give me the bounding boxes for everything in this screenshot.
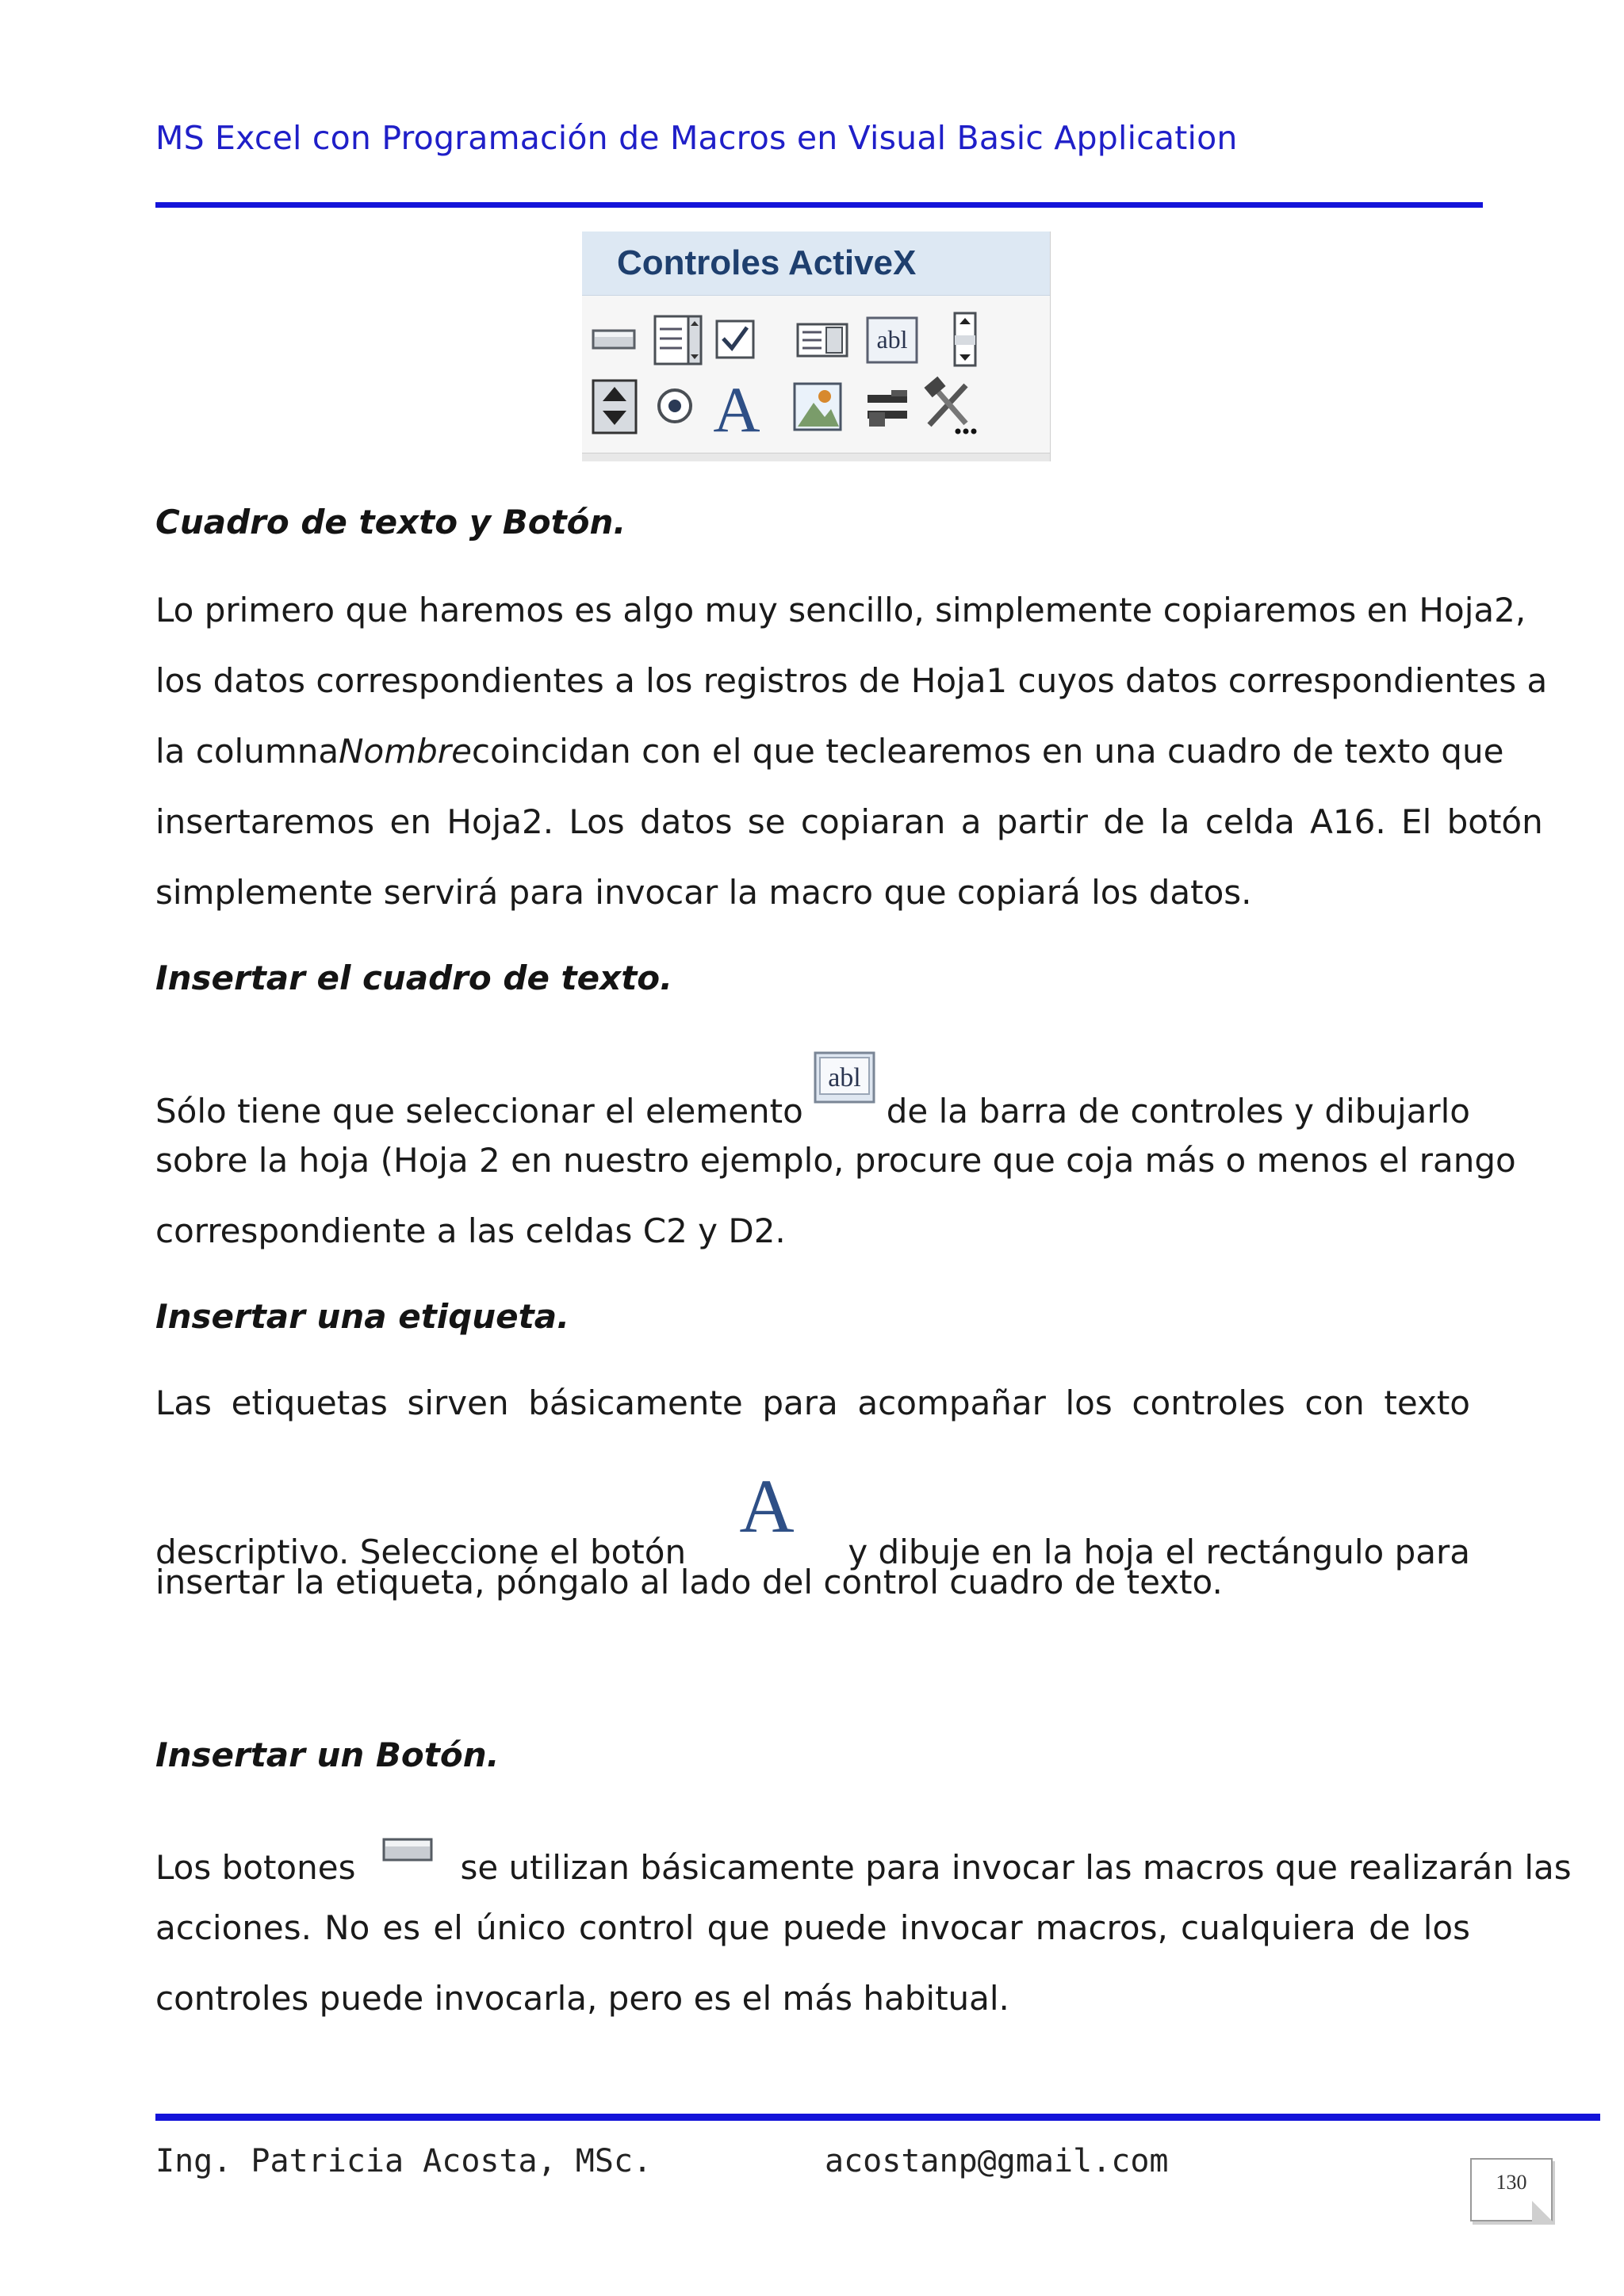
- page-number: 130: [1496, 2171, 1527, 2194]
- p1-l4-text: insertaremos en Hoja2. Los datos se copiaran a partir de la celda A16. El botón: [155, 802, 1543, 841]
- p4-l1-text-a: Los botones: [155, 1848, 356, 1887]
- p2-l1-text-a: Sólo tiene que seleccionar el elemento: [155, 1092, 803, 1131]
- footer-rule: [155, 2114, 1600, 2121]
- section-heading-textbox-button: Cuadro de texto y Botón.: [155, 503, 626, 541]
- paragraph-2-line-2: [155, 1141, 1516, 1188]
- option-button-icon: [647, 374, 703, 438]
- page-number-box: [1470, 2158, 1553, 2221]
- paragraph-4-line-1: [155, 1838, 1572, 1887]
- p4-l3-text: controles puede invocarla, pero es el más habitual.: [155, 1979, 1009, 2018]
- paragraph-4-line-2: [155, 1908, 1470, 1956]
- p3-l2-text-b: y dibuje en la hoja el rectángulo para: [848, 1533, 1470, 1571]
- paragraph-2-line-1: [155, 1063, 1470, 1131]
- document-header-title: MS Excel con Programación de Macros en Visual Basic Application: [155, 119, 1238, 157]
- activex-controls-panel: [582, 232, 1051, 461]
- p1-l5-text: simplemente servirá para invocar la macro que copiará los datos.: [155, 873, 1252, 912]
- scroll-bar-icon: [937, 307, 993, 370]
- label-inline-icon: [731, 1468, 802, 1548]
- p1-l3-text-b: coincidan con el que teclearemos en una cuadro de texto que: [471, 732, 1504, 771]
- p4-l1-text-b: se utilizan básicamente para invocar las macros que realizarán las: [460, 1848, 1572, 1887]
- paragraph-4-line-3: [155, 1979, 1470, 2026]
- p2-l1-text-b: de la barra de controles y dibujarlo: [886, 1092, 1470, 1131]
- command-button-inline-icon: [377, 1828, 438, 1877]
- page-fold-corner: [1532, 2201, 1553, 2221]
- command-button-icon: [587, 307, 642, 370]
- p2-l3-text: correspondiente a las celdas C2 y D2.: [155, 1211, 786, 1250]
- p1-l3-text-a: la columna: [155, 732, 339, 771]
- footer-email: acostanp@gmail.com: [825, 2143, 1169, 2179]
- p1-l2-text: los datos correspondientes a los registros de Hoja1 cuyos datos correspondientes a: [155, 661, 1548, 700]
- svg-text:abl: abl: [828, 1063, 862, 1093]
- label-icon: [709, 374, 764, 438]
- paragraph-3-line-1: [155, 1383, 1470, 1431]
- svg-text:abl: abl: [876, 325, 908, 354]
- paragraph-1-line-5: [155, 873, 1470, 920]
- activex-panel-footer: [582, 453, 1050, 461]
- paragraph-1-line-4: [155, 802, 1543, 850]
- text-box-inline-icon: [814, 1051, 875, 1112]
- list-box-icon: [795, 307, 850, 370]
- image-icon: [790, 374, 845, 438]
- section-heading-insert-button: Insertar un Botón.: [155, 1735, 500, 1774]
- p4-l2-text: acciones. No es el único control que puede invocar macros, cualquiera de los: [155, 1908, 1470, 1947]
- nombre-italic: Nombre: [339, 732, 472, 771]
- spin-button-icon: [587, 374, 642, 438]
- footer-author: Ing. Patricia Acosta, MSc.: [155, 2143, 653, 2179]
- paragraph-3-line-2: [155, 1468, 1470, 1571]
- more-controls-icon: [921, 374, 977, 438]
- check-box-icon: [709, 307, 764, 370]
- p3-l1-text: Las etiquetas sirven básicamente para acompañar los controles con texto: [155, 1383, 1470, 1422]
- paragraph-1-line-3: [155, 732, 1504, 779]
- toggle-button-icon: [860, 374, 915, 438]
- p1-l1-text: Lo primero que haremos es algo muy sencillo, simplemente copiaremos en Hoja2,: [155, 591, 1526, 629]
- text-box-icon: [864, 307, 920, 370]
- svg-text:A: A: [713, 374, 760, 438]
- section-heading-insert-textbox: Insertar el cuadro de texto.: [155, 959, 673, 997]
- paragraph-1-line-2: [155, 661, 1548, 709]
- activex-icon-row-2: [582, 374, 1050, 438]
- p2-l2-text: sobre la hoja (Hoja 2 en nuestro ejemplo, procure que coja más o menos el rango: [155, 1141, 1516, 1180]
- paragraph-3-line-3: [155, 1563, 1470, 1610]
- paragraph-2-line-3: [155, 1211, 1470, 1259]
- activex-panel-title: Controles ActiveX: [582, 232, 1050, 296]
- header-rule: [155, 202, 1483, 208]
- combo-box-icon: [650, 307, 706, 370]
- paragraph-1-line-1: [155, 591, 1526, 638]
- p3-l3-text: insertar la etiqueta, póngalo al lado del control cuadro de texto.: [155, 1563, 1223, 1601]
- section-heading-insert-label: Insertar una etiqueta.: [155, 1297, 570, 1336]
- svg-text:A: A: [739, 1468, 795, 1540]
- activex-icon-row-1: [582, 307, 1050, 370]
- p3-l2-text-a: descriptivo. Seleccione el botón: [155, 1533, 687, 1571]
